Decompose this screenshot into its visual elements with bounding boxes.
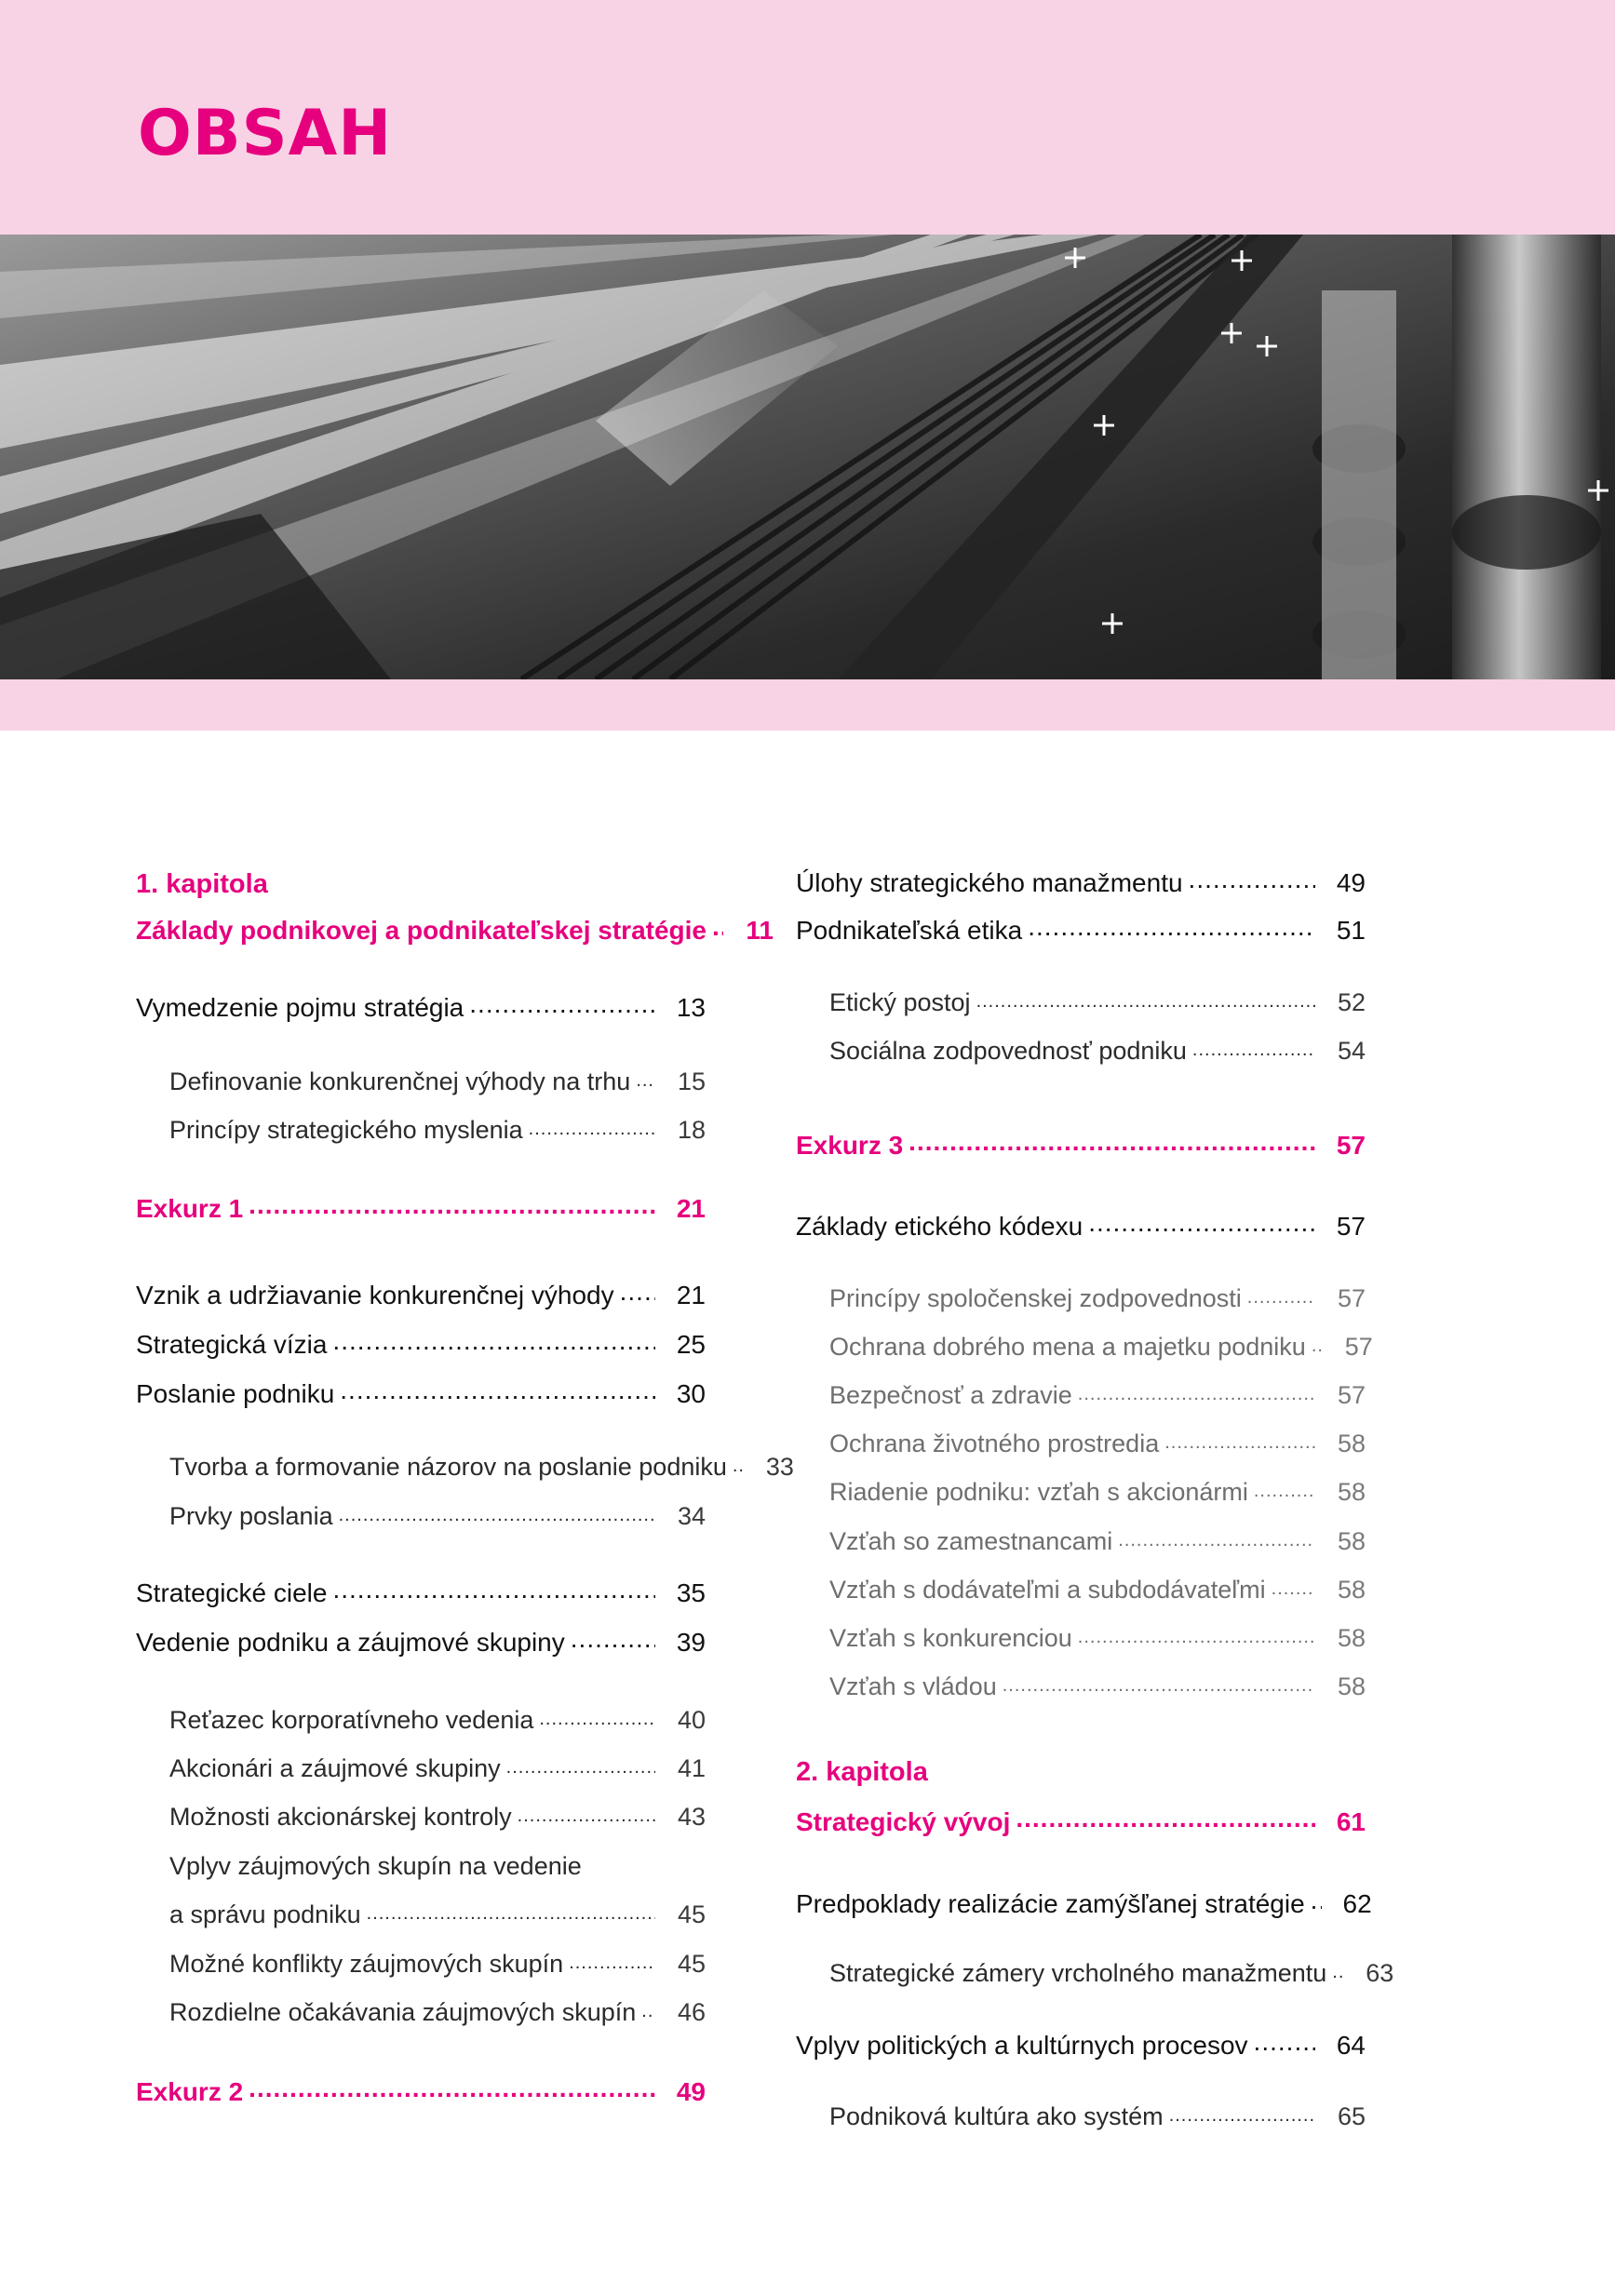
toc-subentry[interactable] bbox=[169, 1443, 794, 1484]
dot-leader bbox=[1088, 1206, 1315, 1239]
dot-leader bbox=[1118, 1529, 1315, 1552]
dot-leader bbox=[1254, 1480, 1315, 1503]
dot-leader bbox=[620, 1275, 655, 1308]
toc-subentry[interactable] bbox=[169, 1890, 706, 1931]
toc-subentry[interactable] bbox=[829, 1468, 1366, 1509]
dot-leader bbox=[1311, 1884, 1322, 1916]
toc-entry-label: Základy podnikovej a podnikateľskej stratégie bbox=[136, 916, 707, 945]
toc-entry-label: Princípy spoločenskej zodpovednosti bbox=[829, 1284, 1242, 1313]
chapter-heading: 1. kapitola bbox=[136, 869, 268, 899]
dot-leader bbox=[1016, 1802, 1315, 1834]
toc-subentry[interactable] bbox=[829, 1274, 1366, 1315]
toc-page-number: 58 bbox=[1337, 1624, 1366, 1653]
toc-subentry[interactable] bbox=[829, 1419, 1366, 1460]
toc-entry-label: Vzťah s dodávateľmi a subdodávateľmi bbox=[829, 1576, 1266, 1605]
toc-page-number: 63 bbox=[1366, 1959, 1394, 1988]
toc-page-number: 52 bbox=[1337, 988, 1366, 1017]
dot-leader bbox=[1078, 1383, 1315, 1406]
toc-entry-label: a správu podniku bbox=[169, 1900, 361, 1929]
toc-page-number: 46 bbox=[677, 1998, 706, 2027]
toc-subentry[interactable] bbox=[829, 1614, 1366, 1655]
toc-entry-label: Vzťah so zamestnancami bbox=[829, 1527, 1113, 1556]
toc-subentry[interactable] bbox=[169, 1696, 706, 1737]
toc-subentry[interactable] bbox=[169, 1988, 706, 2029]
toc-page-number: 11 bbox=[746, 916, 774, 945]
toc-entry-label: Riadenie podniku: vzťah s akcionármi bbox=[829, 1478, 1248, 1507]
toc-subentry[interactable] bbox=[829, 978, 1366, 1019]
dot-leader bbox=[733, 1455, 744, 1478]
toc-entry[interactable] bbox=[796, 1202, 1366, 1242]
toc-entry-label: Reťazec korporatívneho vedenia bbox=[169, 1706, 534, 1735]
toc-entry-label: Vplyv politických a kultúrnych procesov bbox=[796, 2031, 1248, 2060]
dot-leader bbox=[506, 1756, 655, 1779]
toc-entry-label: Prvky poslania bbox=[169, 1502, 333, 1531]
dot-leader bbox=[249, 2072, 655, 2104]
dot-leader bbox=[529, 1118, 655, 1141]
toc-entry-label: Exkurz 3 bbox=[796, 1131, 904, 1160]
toc-entry[interactable] bbox=[136, 983, 706, 1024]
industrial-rollers-photo bbox=[0, 235, 1615, 679]
dot-leader bbox=[332, 1573, 655, 1605]
toc-highlight-entry[interactable] bbox=[796, 1797, 1366, 1838]
toc-entry-label: Ochrana životného prostredia bbox=[829, 1430, 1160, 1458]
dot-leader bbox=[1254, 2025, 1315, 2058]
page-title: OBSAH bbox=[138, 97, 393, 170]
toc-page-number: 33 bbox=[765, 1453, 794, 1482]
toc-page-number: 30 bbox=[676, 1379, 706, 1408]
dot-leader bbox=[1192, 1039, 1315, 1062]
toc-highlight-entry[interactable] bbox=[796, 1121, 1366, 1161]
toc-entry-label-line: Vplyv záujmových skupín na vedenie bbox=[169, 1852, 582, 1880]
toc-entry-label: Vznik a udržiavanie konkurenčnej výhody bbox=[136, 1281, 614, 1309]
toc-entry[interactable] bbox=[136, 1369, 706, 1410]
toc-page-number: 21 bbox=[676, 1194, 706, 1223]
toc-highlight-entry[interactable] bbox=[136, 1184, 706, 1225]
toc-entry-label: Vzťah s konkurenciou bbox=[829, 1624, 1072, 1653]
toc-entry-label: Vedenie podniku a záujmové skupiny bbox=[136, 1628, 565, 1657]
toc-page-number: 51 bbox=[1336, 916, 1366, 945]
toc-page-number: 40 bbox=[677, 1706, 706, 1735]
toc-page-number: 15 bbox=[677, 1067, 706, 1096]
toc-entry-label: Bezpečnosť a zdravie bbox=[829, 1381, 1072, 1410]
dot-leader bbox=[571, 1622, 655, 1655]
toc-page-number: 54 bbox=[1337, 1037, 1366, 1066]
toc-entry-label: Podniková kultúra ako systém bbox=[829, 2102, 1164, 2131]
toc-entry[interactable] bbox=[136, 1568, 706, 1609]
toc-page-number: 57 bbox=[1336, 1212, 1366, 1241]
toc-entry-label: Tvorba a formovanie názorov na poslanie podniku bbox=[169, 1453, 727, 1482]
toc-entry-label: Vzťah s vládou bbox=[829, 1672, 997, 1701]
toc-entry[interactable] bbox=[796, 2021, 1366, 2061]
toc-page-number: 58 bbox=[1337, 1478, 1366, 1507]
toc-entry-label: Vymedzenie pojmu stratégia bbox=[136, 993, 464, 1022]
toc-entry[interactable] bbox=[796, 906, 1366, 947]
toc-entry[interactable] bbox=[796, 858, 1366, 899]
toc-subentry[interactable] bbox=[169, 1492, 706, 1533]
toc-page-number: 43 bbox=[677, 1803, 706, 1832]
toc-subentry[interactable] bbox=[829, 1949, 1394, 1990]
toc-page-number: 57 bbox=[1336, 1131, 1366, 1160]
toc-subentry[interactable] bbox=[169, 1792, 706, 1833]
toc-highlight-entry[interactable] bbox=[136, 906, 774, 947]
toc-entry-label: Ochrana dobrého mena a majetku podniku bbox=[829, 1333, 1306, 1362]
toc-entry-label: Exkurz 1 bbox=[136, 1194, 244, 1223]
toc-entry-label: Etický postoj bbox=[829, 988, 971, 1017]
toc-page-number: 34 bbox=[677, 1502, 706, 1531]
toc-highlight-entry[interactable] bbox=[136, 2067, 706, 2108]
dot-leader bbox=[976, 990, 1315, 1014]
dot-leader bbox=[1189, 863, 1315, 895]
dot-leader bbox=[569, 1952, 655, 1975]
toc-entry[interactable] bbox=[796, 1879, 1372, 1920]
toc-page-number: 58 bbox=[1337, 1576, 1366, 1605]
toc-subentry[interactable] bbox=[829, 1662, 1366, 1703]
dot-leader bbox=[1164, 1431, 1315, 1455]
header-banner-image bbox=[0, 235, 1615, 679]
toc-page-number: 57 bbox=[1337, 1284, 1366, 1313]
toc-entry-label: Akcionári a záujmové skupiny bbox=[169, 1754, 501, 1783]
toc-page-number: 25 bbox=[676, 1330, 706, 1359]
toc-page-number: 13 bbox=[676, 993, 706, 1022]
toc-page-number: 62 bbox=[1342, 1889, 1372, 1918]
toc-entry-label: Definovanie konkurenčnej výhody na trhu bbox=[169, 1067, 631, 1096]
toc-entry-label: Strategické zámery vrcholného manažmentu bbox=[829, 1959, 1327, 1988]
toc-entry-label: Exkurz 2 bbox=[136, 2077, 244, 2106]
dot-leader bbox=[1003, 1674, 1315, 1698]
toc-page-number: 58 bbox=[1337, 1527, 1366, 1556]
dot-leader bbox=[367, 1902, 655, 1926]
toc-subentry[interactable] bbox=[169, 1106, 706, 1147]
dot-leader bbox=[539, 1708, 655, 1731]
toc-entry-label: Strategická vízia bbox=[136, 1330, 328, 1359]
toc-subentry[interactable] bbox=[829, 1517, 1366, 1558]
toc-subentry[interactable] bbox=[829, 1371, 1366, 1412]
dot-leader bbox=[712, 910, 723, 943]
dot-leader bbox=[1078, 1626, 1315, 1649]
toc-page-number: 58 bbox=[1337, 1430, 1366, 1458]
toc-entry-label: Základy etického kódexu bbox=[796, 1212, 1083, 1241]
toc-entry-label: Sociálna zodpovednosť podniku bbox=[829, 1037, 1187, 1066]
dot-leader bbox=[1169, 2104, 1315, 2128]
toc-entry[interactable] bbox=[136, 1320, 706, 1361]
toc-page-number: 35 bbox=[676, 1578, 706, 1607]
dot-leader bbox=[469, 987, 655, 1020]
toc-entry[interactable] bbox=[136, 1270, 706, 1311]
toc-subentry[interactable] bbox=[169, 1744, 706, 1785]
dot-leader bbox=[1332, 1961, 1343, 1984]
toc-page-number: 21 bbox=[676, 1281, 706, 1309]
toc-subentry[interactable] bbox=[169, 1057, 706, 1098]
toc-entry-label: Predpoklady realizácie zamýšľanej stratégie bbox=[796, 1889, 1305, 1918]
toc-page-number: 61 bbox=[1336, 1807, 1366, 1836]
dot-leader bbox=[1247, 1286, 1315, 1309]
toc-entry-label: Možné konflikty záujmových skupín bbox=[169, 1950, 564, 1979]
toc-page-number: 65 bbox=[1337, 2102, 1366, 2131]
toc-page-number: 57 bbox=[1344, 1333, 1373, 1362]
toc-subentry[interactable] bbox=[169, 1940, 706, 1980]
dot-leader bbox=[332, 1324, 655, 1357]
toc-subentry[interactable] bbox=[829, 1565, 1366, 1606]
dot-leader bbox=[249, 1188, 655, 1221]
dot-leader bbox=[1028, 910, 1315, 943]
dot-leader bbox=[641, 2000, 655, 2023]
toc-subentry[interactable] bbox=[829, 1027, 1366, 1067]
toc-page-number: 49 bbox=[1336, 868, 1366, 897]
toc-entry[interactable] bbox=[136, 1618, 706, 1658]
dot-leader bbox=[1272, 1578, 1315, 1601]
toc-entry-label: Strategický vývoj bbox=[796, 1807, 1011, 1836]
toc-entry-label: Poslanie podniku bbox=[136, 1379, 335, 1408]
toc-entry-label: Rozdielne očakávania záujmových skupín bbox=[169, 1998, 637, 2027]
toc-page-number: 41 bbox=[677, 1754, 706, 1783]
toc-entry-label: Strategické ciele bbox=[136, 1578, 328, 1607]
dot-leader bbox=[636, 1069, 655, 1093]
toc-page-number: 64 bbox=[1336, 2031, 1366, 2060]
toc-entry-label: Princípy strategického myslenia bbox=[169, 1116, 523, 1145]
toc-page-number: 18 bbox=[677, 1116, 706, 1145]
dot-leader bbox=[339, 1504, 655, 1527]
toc-entry-label: Možnosti akcionárskej kontroly bbox=[169, 1803, 512, 1832]
chapter-heading: 2. kapitola bbox=[796, 1757, 928, 1787]
dot-leader bbox=[908, 1125, 1315, 1158]
toc-entry-label: Podnikateľská etika bbox=[796, 916, 1023, 945]
dot-leader bbox=[340, 1374, 655, 1406]
toc-page-number: 39 bbox=[676, 1628, 706, 1657]
toc-subentry[interactable] bbox=[829, 1323, 1373, 1363]
toc-page-number: 58 bbox=[1337, 1672, 1366, 1701]
dot-leader bbox=[518, 1805, 655, 1828]
toc-entry-label: Úlohy strategického manažmentu bbox=[796, 868, 1183, 897]
toc-subentry[interactable] bbox=[829, 2092, 1366, 2133]
toc-page-number: 45 bbox=[677, 1900, 706, 1929]
dot-leader bbox=[1312, 1335, 1323, 1358]
toc-page-number: 57 bbox=[1337, 1381, 1366, 1410]
toc-page-number: 45 bbox=[677, 1950, 706, 1979]
toc-page-number: 49 bbox=[676, 2077, 706, 2106]
